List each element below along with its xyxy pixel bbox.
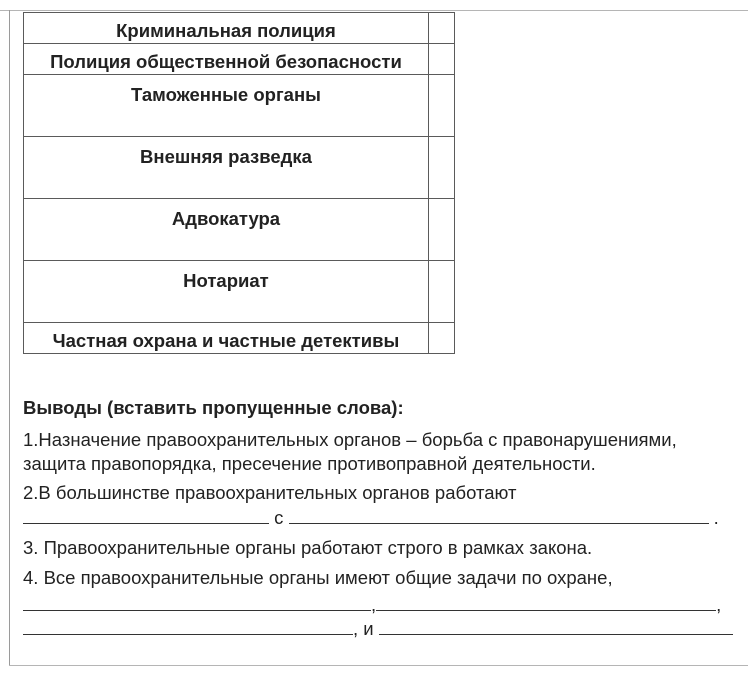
fill-in-blank[interactable] — [23, 505, 269, 524]
conclusion-3: 3. Правоохранительные органы работают строго в рамках закона. — [23, 537, 593, 558]
table-cell-answer[interactable] — [428, 13, 454, 44]
table-row — [24, 13, 455, 44]
table-cell-answer[interactable] — [428, 261, 454, 323]
conclusions-heading: Выводы (вставить пропущенные слова): — [23, 397, 404, 418]
table-row — [24, 261, 455, 323]
table-cell-label: Частная охрана и частные детективы — [24, 323, 429, 354]
table-cell-label: Адвокатура — [24, 199, 429, 261]
fill-in-blank[interactable] — [376, 592, 716, 611]
table-row — [24, 323, 455, 354]
page-bottom-border — [9, 665, 748, 666]
conclusion-4-separator: , — [371, 594, 377, 615]
conclusion-4-separator: , и — [353, 618, 374, 639]
page-top-border — [0, 10, 748, 11]
fill-in-blank[interactable] — [23, 592, 371, 611]
table-cell-label: Внешняя разведка — [24, 137, 429, 199]
conclusion-1-line-2: защита правопорядка, пресечение противоправной деятельности. — [23, 453, 596, 474]
table-row — [24, 199, 455, 261]
table-cell-label: Полиция общественной безопасности — [24, 44, 429, 75]
table-cell-label: Нотариат — [24, 261, 429, 323]
conclusion-1-line-1: 1.Назначение правоохранительных органов – борьба с правонарушениями, — [23, 429, 677, 450]
conclusion-2-line-2 — [23, 505, 719, 530]
table-row — [24, 75, 455, 137]
page-left-border — [9, 10, 10, 666]
table-cell-answer[interactable] — [428, 323, 454, 354]
conclusion-4-line-3 — [23, 616, 733, 641]
table-row — [24, 137, 455, 199]
table-cell-answer[interactable] — [428, 137, 454, 199]
table-cell-label: Криминальная полиция — [24, 13, 429, 44]
fill-in-blank[interactable] — [23, 616, 353, 635]
conclusion-2-separator: с — [274, 507, 284, 528]
table-cell-answer[interactable] — [428, 199, 454, 261]
conclusion-2-end: . — [713, 507, 719, 528]
fill-in-blank[interactable] — [379, 616, 733, 635]
conclusion-4-line-1: 4. Все правоохранительные органы имеют общие задачи по охране, — [23, 567, 613, 588]
table-row — [24, 44, 455, 75]
conclusion-4-line-2 — [23, 592, 721, 617]
fill-in-blank[interactable] — [289, 505, 709, 524]
conclusion-4-separator: , — [716, 594, 722, 615]
table-cell-answer[interactable] — [428, 75, 454, 137]
table-cell-answer[interactable] — [428, 44, 454, 75]
conclusion-2-line-1: 2.В большинстве правоохранительных органов работают — [23, 482, 517, 503]
table-cell-label: Таможенные органы — [24, 75, 429, 137]
agencies-table — [23, 12, 455, 354]
